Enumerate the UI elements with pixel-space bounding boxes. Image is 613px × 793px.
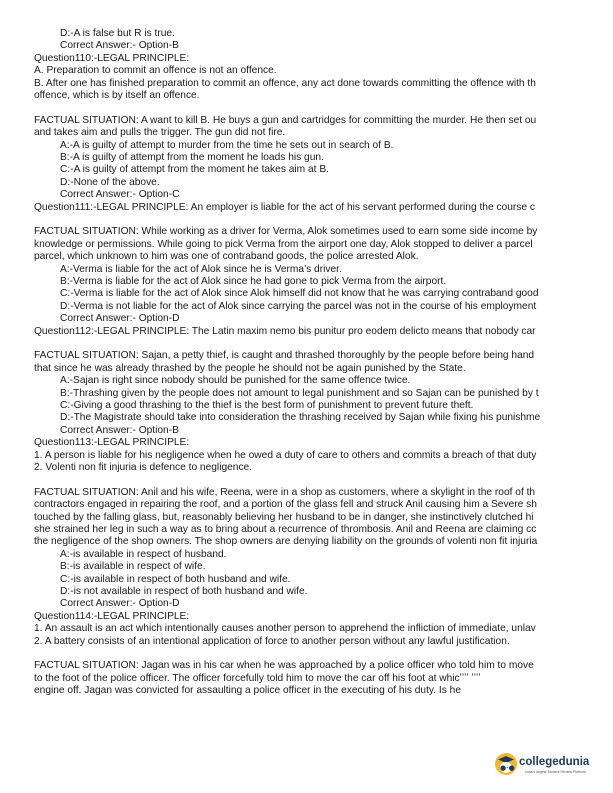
logo-wordmark: collegedunia: [519, 756, 590, 768]
text-line: Correct Answer:- Option-B: [60, 40, 179, 52]
text-line: 1. A person is liable for his negligence when he owed a duty of care to others and commits a breach of that duty: [34, 449, 537, 461]
text-line: A:-Verma is liable for the act of Alok since he is Verma’s driver.: [60, 263, 342, 275]
text-line: 2. A battery consists of an intentional application of force to another person without any lawful justification.: [34, 635, 510, 647]
text-line: B:-is available in respect of wife.: [60, 561, 206, 573]
text-line: D:-Verma is not liable for the act of Alok since carrying the parcel was not in the course of his employment: [60, 300, 537, 312]
text-line: C:-Verma is liable for the act of Alok since Alok himself did not know that he was carrying contraband good: [60, 288, 539, 300]
text-line: she strained her leg in such a way as to bring about a recurrence of thrombosis. Anil and Reena are claiming cc: [34, 524, 537, 535]
text-line: A. Preparation to commit an offence is not an offence.: [34, 65, 277, 77]
logo-tagline: India's largest Student Review Platform: [525, 770, 586, 774]
text-line: FACTUAL SITUATION: Anil and his wife, Reena, were in a shop as customers, where a skylight in the roof of th: [34, 486, 536, 498]
text-line: engine off. Jagan was convicted for assaulting a police officer in the executing of his duty. Is he: [34, 685, 462, 697]
text-line: C:-A is guilty of attempt from the moment he takes aim at B.: [60, 164, 329, 176]
text-line: 1. An assault is an act which intentionally causes another person to apprehend the infliction of immediate, unlav: [34, 623, 536, 635]
text-line: D:-A is false but R is true.: [60, 28, 175, 39]
text-line: Correct Answer:- Option-D: [60, 598, 180, 610]
text-line: and takes aim and pulls the trigger. The gun did not fire.: [34, 127, 286, 139]
text-line: Correct Answer:- Option-C: [60, 189, 180, 201]
text-line: FACTUAL SITUATION: While working as a driver for Verma, Alok sometimes used to earn some side income by: [34, 226, 538, 238]
text-line: Correct Answer:- Option-D: [60, 313, 180, 325]
text-line: knowledge or permissions. While going to pick Verma from the airport one day, Alok stopped to deliver a parcel: [34, 238, 533, 250]
text-line: B:-Thrashing given by the people does not amount to legal punishment and so Sajan can be punished by t: [60, 387, 539, 399]
text-line: A:-Sajan is right since nobody should be punished for the same offence twice.: [60, 375, 411, 387]
text-line: B:-A is guilty of attempt from the moment he loads his gun.: [60, 152, 324, 163]
text-line: to the foot of the police officer. The officer forcefully told him to move the car off his foot at whicʼʼʼʼ ʼʼʼʼ: [34, 672, 481, 684]
text-line: FACTUAL SITUATION: Jagan was in his car when he was approached by a police officer who told him to move: [34, 660, 534, 672]
text-line: Question110:-LEGAL PRINCIPLE:: [34, 52, 190, 64]
text-line: 2. Volenti non fit injuria is defence to negligence.: [34, 462, 253, 473]
text-line: D:-None of the above.: [60, 176, 160, 188]
text-line: Question112:-LEGAL PRINCIPLE: The Latin maxim nemo bis punitur pro eodem delicto means that nobody car: [34, 325, 536, 337]
mascot-icon: [495, 753, 517, 775]
text-line: FACTUAL SITUATION: A want to kill B. He buys a gun and cartridges for committing the murder. He then set ou: [34, 114, 537, 126]
text-line: touched by the falling glass, but, reasonably believing her husband to be in danger, she instinctively clutched hi: [34, 511, 534, 523]
text-line: the negligence of the shop owners. The shop owners are denying liability on the grounds of volenti non fit injuria: [34, 536, 538, 548]
text-line: FACTUAL SITUATION: Sajan, a petty thief, is caught and thrashed thoroughly by the people before being hand: [34, 350, 535, 362]
text-line: Question114:-LEGAL PRINCIPLE:: [34, 610, 190, 622]
text-line: B:-Verma is liable for the act of Alok since he had gone to pick Verma from the airport.: [60, 276, 447, 287]
text-line: D:-The Magistrate should take into consideration the thrashing received by Sajan while fixing his punishme: [60, 412, 541, 424]
text-line: that since he was already thrashed by the people he should not be again punished by the State.: [34, 362, 466, 374]
text-line: parcel, which unknown to him was one of contraband goods, the police arrested Alok.: [34, 251, 419, 263]
text-line: Question111:-LEGAL PRINCIPLE: An employer is liable for the act of his servant performed during the course c: [34, 201, 535, 213]
text-line: B. After one has finished preparation to commit an offence, any act done towards committing the offence with th: [34, 77, 536, 89]
text-line: offence, which is by itself an offence.: [34, 90, 200, 101]
text-line: A:-is available in respect of husband.: [60, 548, 227, 560]
text-line: contractors engaged in repairing the roof, and a portion of the glass fell and struck Anil causing him a Severe sh: [34, 499, 537, 511]
collegedunia-logo[interactable]: [495, 753, 613, 787]
text-line: Correct Answer:- Option-B: [60, 424, 179, 436]
text-line: C:-Giving a good thrashing to the thief is the best form of punishment to prevent future theft.: [60, 400, 474, 411]
text-line: Question113:-LEGAL PRINCIPLE:: [34, 437, 190, 449]
text-line: C:-is available in respect of both husband and wife.: [60, 573, 291, 585]
mascot-glasses-icon: ●‐●: [500, 764, 515, 772]
text-line: A:-A is guilty of attempt to murder from the time he sets out in search of B.: [60, 139, 394, 151]
text-line: D:-is not available in respect of both husband and wife.: [60, 586, 308, 597]
